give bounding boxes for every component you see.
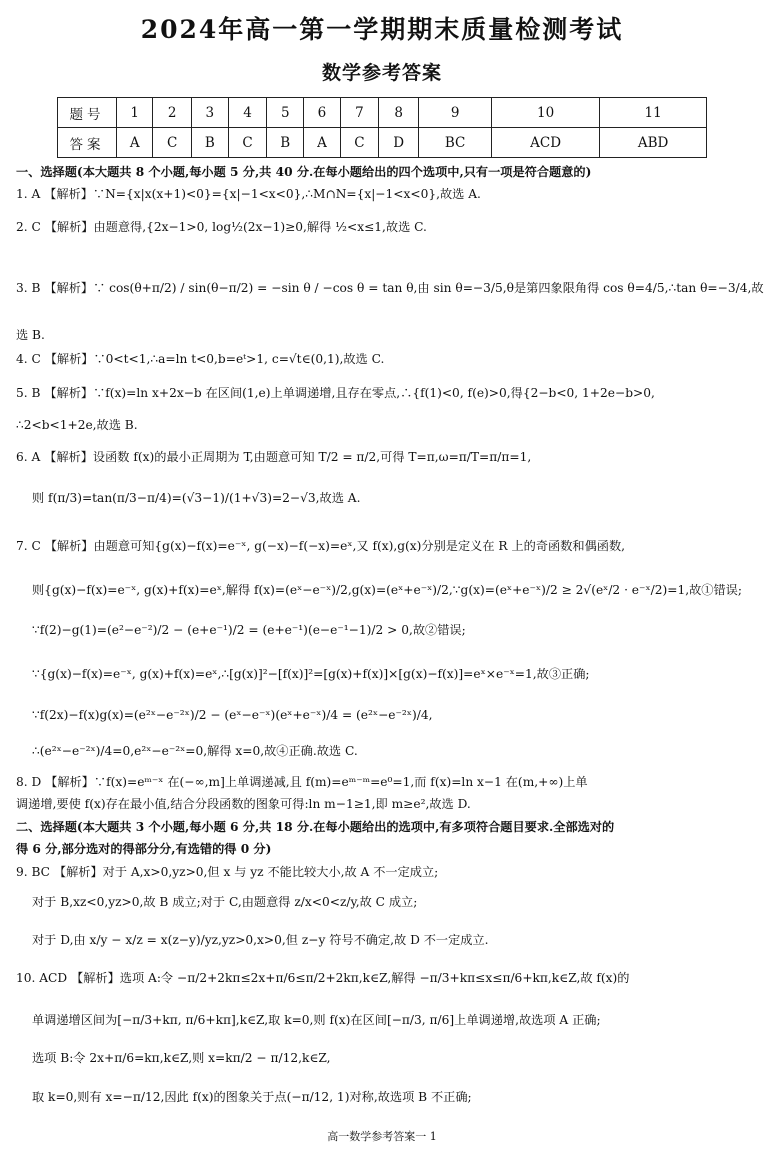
table-cell: 8 [379,98,419,128]
solution-q9-line1: 9. BC 【解析】对于 A,x>0,yz>0,但 x 与 yz 不能比较大小,故 A 不一定成立; [16,865,439,879]
table-cell: 3 [191,98,228,128]
table-cell: 4 [228,98,266,128]
table-cell: D [379,128,419,158]
solution-q10-line2: 单调递增区间为[−π/3+kπ, π/6+kπ],k∈Z,取 k=0,则 f(x)在区间[−π/3, π/6]上单调递增,故选项 A 正确; [32,1013,601,1027]
table-cell: ABD [600,128,707,158]
solution-q7-line4: ∵{g(x)−f(x)=e⁻ˣ, g(x)+f(x)=eˣ,∴[g(x)]²−[f(x)]²=[g(x)+f(x)]×[g(x)−f(x)]=eˣ×e⁻ˣ=1,故③正确; [32,667,590,681]
table-cell: BC [419,128,492,158]
solution-q3-line1: 3. B 【解析】∵ cos(θ+π/2) / sin(θ−π/2) = −sin θ / −cos θ = tan θ,由 sin θ=−3/5,θ是第四象限角得 cos θ=4/5,∴tan θ=−3/4,故 [16,281,764,295]
table-cell: 2 [153,98,191,128]
table-cell: 5 [267,98,304,128]
solution-q10-line1: 10. ACD 【解析】选项 A:令 −π/2+2kπ≤2x+π/6≤π/2+2kπ,k∈Z,解得 −π/3+kπ≤x≤π/6+kπ,k∈Z,故 f(x)的 [16,971,630,985]
page-footer: 高一数学参考答案一 1 [327,1130,437,1143]
solution-q7-line6: ∴(e²ˣ−e⁻²ˣ)/4=0,e²ˣ−e⁻²ˣ=0,解得 x=0,故④正确.故选 C. [32,744,358,758]
solution-q8-line1: 8. D 【解析】∵f(x)=eᵐ⁻ˣ 在(−∞,m]上单调递减,且 f(m)=eᵐ⁻ᵐ=e⁰=1,而 f(x)=ln x−1 在(m,+∞)上单 [16,775,588,789]
answer-table-number-row [58,98,707,128]
solution-q6-line1: 6. A 【解析】设函数 f(x)的最小正周期为 T,由题意可知 T/2 = π/2,可得 T=π,ω=π/T=π/π=1, [16,450,532,464]
solution-q1: 1. A 【解析】∵N={x|x(x+1)<0}={x|−1<x<0},∴M∩N={x|−1<x<0},故选 A. [16,187,481,201]
table-cell: ACD [492,128,600,158]
answer-table [57,97,707,158]
table-cell: C [340,128,378,158]
row-label-answer: 答案 [58,128,117,158]
section-heading-2-line1: 二、选择题(本大题共 3 个小题,每小题 6 分,共 18 分.在每小题给出的选项中,有多项符合题目要求.全部选对的 [16,820,615,834]
answer-table-answer-row [58,128,707,158]
table-cell: 1 [117,98,153,128]
solution-q5-line2: ∴2<b<1+2e,故选 B. [16,418,138,432]
table-cell: 6 [304,98,340,128]
table-cell: 9 [419,98,492,128]
solution-q5-line1: 5. B 【解析】∵f(x)=ln x+2x−b 在区间(1,e)上单调递增,且存在零点,∴{f(1)<0, f(e)>0,得{2−b<0, 1+2e−b>0, [16,386,655,400]
solution-q7-line5: ∵f(2x)−f(x)g(x)=(e²ˣ−e⁻²ˣ)/2 − (eˣ−e⁻ˣ)(eˣ+e⁻ˣ)/4 = (e²ˣ−e⁻²ˣ)/4, [32,708,433,722]
table-cell: C [228,128,266,158]
section-heading-2-line2: 得 6 分,部分选对的得部分分,有选错的得 0 分) [16,842,272,856]
page-subtitle: 数学参考答案 [321,62,442,84]
page-title: 2024年高一第一学期期末质量检测考试 [140,15,624,44]
solution-q9-line3: 对于 D,由 x/y − x/z = x(z−y)/yz,yz>0,x>0,但 z−y 符号不确定,故 D 不一定成立. [32,933,489,947]
solution-q9-line2: 对于 B,xz<0,yz>0,故 B 成立;对于 C,由题意得 z/x<0<z/y,故 C 成立; [32,895,418,909]
solution-q7-line1: 7. C 【解析】由题意可知{g(x)−f(x)=e⁻ˣ, g(−x)−f(−x)=eˣ,又 f(x),g(x)分别是定义在 R 上的奇函数和偶函数, [16,539,626,553]
solution-q2: 2. C 【解析】由题意得,{2x−1>0, log½(2x−1)≥0,解得 ½<x≤1,故选 C. [16,220,427,234]
solution-q7-line3: ∵f(2)−g(1)=(e²−e⁻²)/2 − (e+e⁻¹)/2 = (e+e⁻¹)(e−e⁻¹−1)/2 > 0,故②错误; [32,623,466,637]
solution-q3-line2: 选 B. [16,328,45,342]
solution-q4: 4. C 【解析】∵0<t<1,∴a=ln t<0,b=eᵗ>1, c=√t∈(0,1),故选 C. [16,352,385,366]
table-cell: 7 [340,98,378,128]
solution-q10-line4: 取 k=0,则有 x=−π/12,因此 f(x)的图象关于点(−π/12, 1)对称,故选项 B 不正确; [32,1090,472,1104]
table-cell: 11 [600,98,707,128]
table-cell: 10 [492,98,600,128]
row-label-number: 题号 [58,98,117,128]
solution-q7-line2: 则{g(x)−f(x)=e⁻ˣ, g(x)+f(x)=eˣ,解得 f(x)=(eˣ−e⁻ˣ)/2,g(x)=(eˣ+e⁻ˣ)/2,∵g(x)=(eˣ+e⁻ˣ)/2 ≥ 2√(eˣ/2 · e⁻ˣ/2)=1,故①错误; [32,583,742,597]
solution-q6-line2: 则 f(π/3)=tan(π/3−π/4)=(√3−1)/(1+√3)=2−√3,故选 A. [32,491,361,505]
section-heading-1: 一、选择题(本大题共 8 个小题,每小题 5 分,共 40 分.在每小题给出的四个选项中,只有一项是符合题意的) [16,165,592,179]
table-cell: A [304,128,340,158]
solution-q8-line2: 调递增,要使 f(x)存在最小值,结合分段函数的图象可得:ln m−1≥1,即 m≥e²,故选 D. [16,797,471,811]
table-cell: B [267,128,304,158]
table-cell: A [117,128,153,158]
table-cell: B [191,128,228,158]
table-cell: C [153,128,191,158]
solution-q10-line3: 选项 B:令 2x+π/6=kπ,k∈Z,则 x=kπ/2 − π/12,k∈Z, [32,1051,331,1065]
